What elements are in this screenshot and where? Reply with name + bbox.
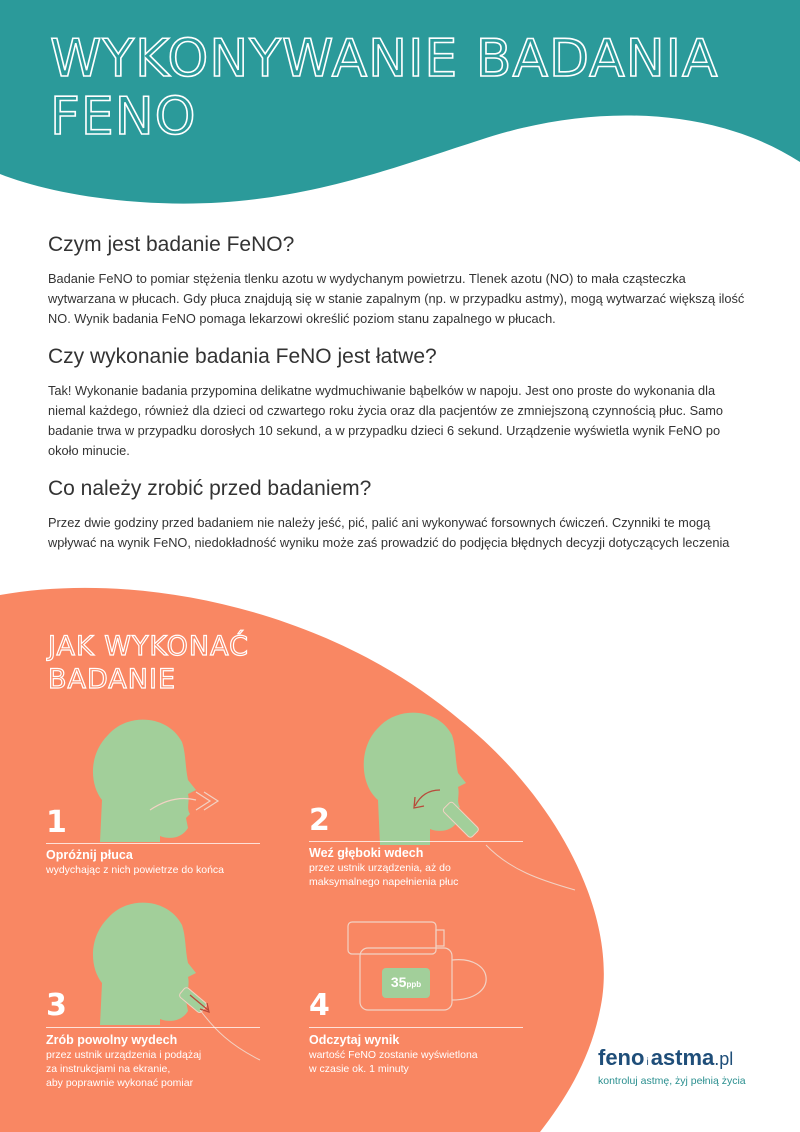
fenoiastma-logo[interactable] [598,1045,746,1087]
step-desc-line: przez ustnik urządzenia i podążaj [46,1049,202,1061]
step-1-divider [46,843,260,844]
step-desc-line: maksymalnego napełnienia płuc [309,876,459,888]
step-desc-line: przez ustnik urządzenia, aż do [309,862,451,874]
device-reading [382,974,430,990]
device-unit: ppb [406,980,422,989]
page-title-line-1: WYKONYWANIE BADANIA [50,29,719,89]
section-heading: Co należy zrobić przed badaniem? [48,477,372,500]
step-1-desc [46,863,224,877]
step-3-desc [46,1048,201,1090]
step-4-number: 4 [309,988,330,1023]
section-body: Przez dwie godziny przed badaniem nie należy jeść, pić, palić ani wykonywać forsownych ćwiczeń. Czynniki te mogą wpływać na wynik FeNO, niedokładność wyniku może zaś prowadzić do podjęcia błędnych decyzji dotyczących leczenia [48,515,730,550]
step-desc-line: wydychając z nich powietrze do końca [46,864,225,876]
step-3-title: Zrób powolny wydech [46,1033,178,1047]
step-desc-line: aby poprawnie wykonać pomiar [46,1077,194,1089]
step-4-title: Odczytaj wynik [309,1033,400,1047]
logo-wordmark [598,1045,746,1071]
logo-tagline: kontroluj astmę, żyj pełnią życia [598,1075,746,1087]
section-body: Tak! Wykonanie badania przypomina delikatne wydmuchiwanie bąbelków w napoju. Jest ono proste do wykonania dla niemal każdego, również dla dzieci od czwartego roku życia oraz dla pacjentów ze zmniejszoną czynnością płuc. Samo badanie trwa w przypadku dorosłych 10 sekund, a w przypadku dzieci 6 sekund. Urządzenie wyświetla wynik FeNO po około minucie. [48,383,724,458]
head-exhale-icon [93,720,218,842]
how-to-title-line-2: BADANIE [48,664,176,695]
how-to-title-line-1: JAK WYKONAĆ [48,631,249,662]
step-2-title: Weź głęboki wdech [309,846,424,860]
step-2-number: 2 [309,803,330,838]
step-2-divider [309,841,523,842]
step-4-desc [309,1048,478,1076]
step-4-divider [309,1027,523,1028]
logo-separator: i [646,1057,649,1068]
step-desc-line: w czasie ok. 1 minuty [309,1063,409,1075]
step-3-divider [46,1027,260,1028]
logo-tld: .pl [714,1049,734,1069]
step-2-desc [309,861,458,889]
section-body: Badanie FeNO to pomiar stężenia tlenku azotu w wydychanym powietrzu. Tlenek azotu (NO) to mała cząsteczka wytwarzana w płucach. Gdy płuca znajdują się w stanie zapalnym (np. w przypadku astmy), mogą wytwarzać większą ilość NO. Wynik badania FeNO pomaga lekarzowi określić poziom stanu zapalnego w płucach. [48,271,745,326]
logo-part-feno: feno [598,1045,645,1070]
step-3-number: 3 [46,988,67,1023]
step-1-number: 1 [46,805,67,840]
section-heading: Czy wykonanie badania FeNO jest łatwe? [48,345,437,368]
step-desc-line: za instrukcjami na ekranie, [46,1063,171,1075]
step-1-title: Opróżnij płuca [46,848,133,862]
feno-device-icon [348,922,486,1010]
section-heading: Czym jest badanie FeNO? [48,233,295,256]
logo-part-astma: astma [650,1045,715,1070]
page-title-line-2: FENO [50,87,197,147]
step-desc-line: wartość FeNO zostanie wyświetlona [309,1049,478,1061]
device-value: 35 [390,974,407,990]
